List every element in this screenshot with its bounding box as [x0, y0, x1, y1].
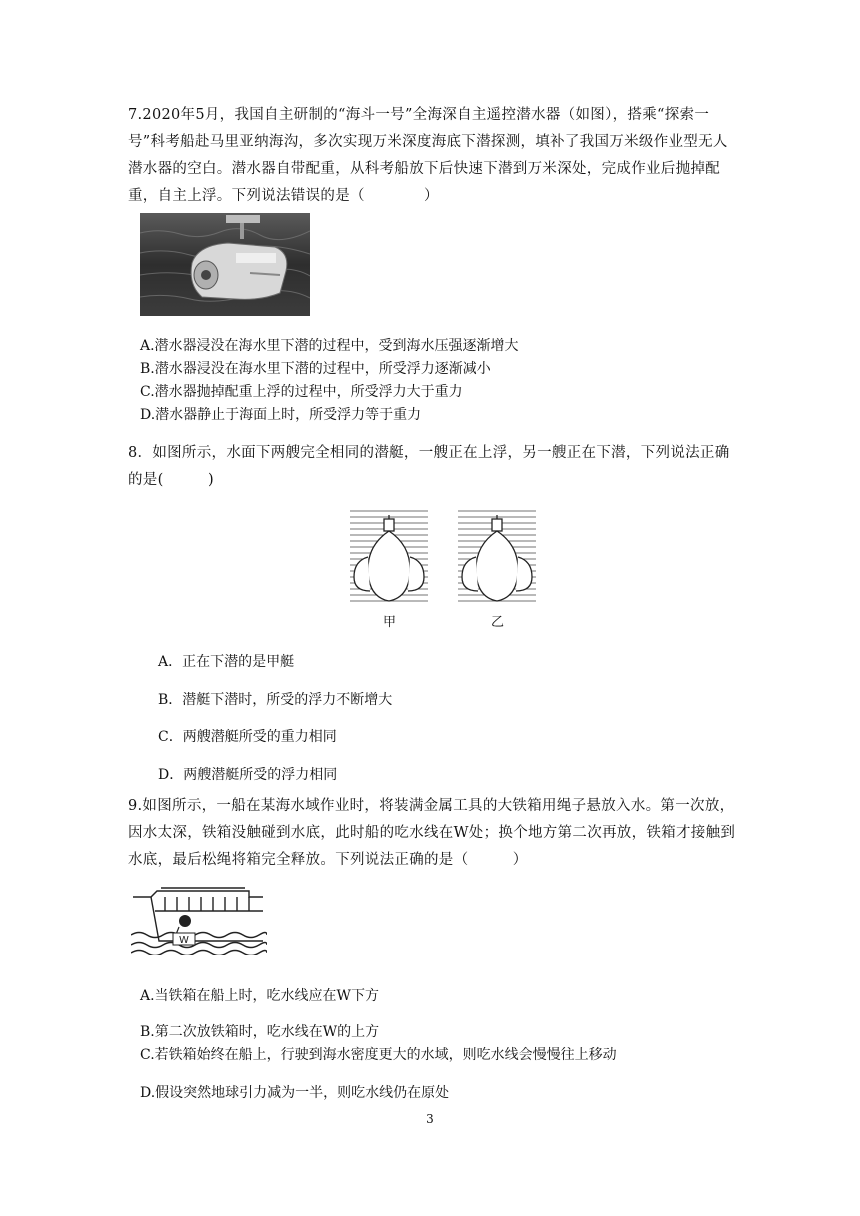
ship-diagram-image — [131, 883, 267, 955]
q9-option-b: B.第二次放铁箱时，吃水线在W的上方 — [140, 1024, 380, 1040]
q7-option-a: A.潜水器浸没在海水里下潜的过程中，受到海水压强逐渐增大 — [140, 338, 519, 354]
q7-option-b: B.潜水器浸没在海水里下潜的过程中，所受浮力逐渐减小 — [140, 361, 491, 377]
q8-option-c: C．两艘潜艇所受的重力相同 — [158, 729, 337, 745]
submersible-photo — [140, 213, 310, 316]
caption-yi: 乙 — [491, 615, 505, 630]
q9-option-d: D.假设突然地球引力减为一半，则吃水线仍在原处 — [140, 1085, 450, 1101]
question-7-stem: 7.2020年5月，我国自主研制的“海斗一号”全海深自主遥控潜水器（如图），搭乘“探索一号”科考船赴马里亚纳海沟，多次实现万米深度海底下潜探测，填补了我国万米级作业型无人潜水器的空白。潜水器自带配重，从科考船放下后快速下潜到万米深处，完成作业后抛掉配重，自主上浮。下列说法错误的是（ ） — [128, 107, 728, 204]
ship-diagram — [131, 883, 267, 955]
q8-option-a: A．正在下潜的是甲艇 — [158, 654, 295, 670]
q7-option-c: C.潜水器抛掉配重上浮的过程中，所受浮力大于重力 — [140, 384, 463, 400]
caption-jia: 甲 — [383, 615, 397, 630]
q8-option-b: B．潜艇下潜时，所受的浮力不断增大 — [158, 692, 393, 708]
page-number: 3 — [426, 1112, 434, 1126]
q9-option-c: C.若铁箱始终在船上，行驶到海水密度更大的水域，则吃水线会慢慢往上移动 — [140, 1047, 617, 1063]
submersible-photo-image — [140, 213, 310, 316]
q7-option-d: D.潜水器静止于海面上时，所受浮力等于重力 — [140, 407, 422, 423]
submarines-diagram-image — [344, 505, 544, 609]
question-9-stem: 9.如图所示，一船在某海水域作业时，将装满金属工具的大铁箱用绳子悬放入水。第一次放，因水太深，铁箱没触碰到水底，此时船的吃水线在W处；换个地方第二次再放，铁箱才接触到水底，最后松绳将箱完全释放。下列说法正确的是（ ） — [128, 798, 736, 868]
q8-option-d: D．两艘潜艇所受的浮力相同 — [158, 767, 338, 783]
question-8-stem: 8．如图所示，水面下两艘完全相同的潜艇，一艘正在上浮，另一艘正在下潜，下列说法正确的是( ) — [128, 445, 730, 488]
q9-option-a: A.当铁箱在船上时，吃水线应在W下方 — [140, 988, 379, 1004]
ship-w-mark: W — [179, 935, 189, 946]
submarines-diagram — [344, 505, 544, 609]
